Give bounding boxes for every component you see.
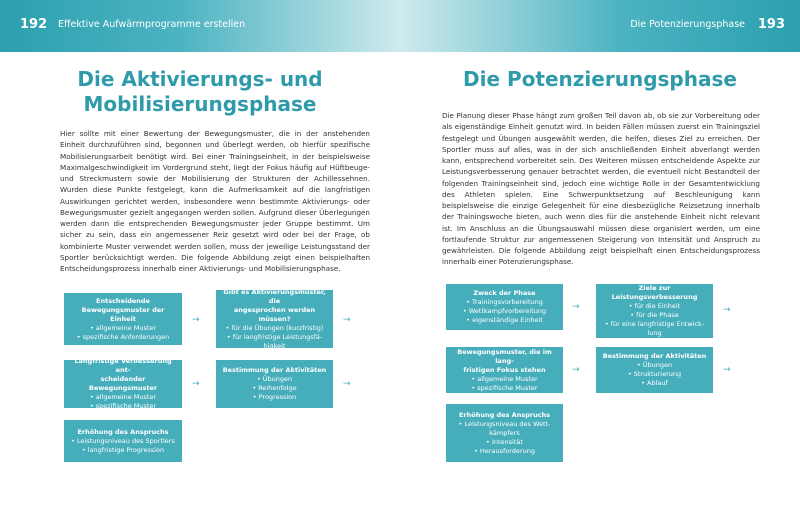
left-body-text: Hier sollte mit einer Bewertung der Bewegungsmuster, die in der anstehenden Einheit durchzuführen sind, begonnen und überlegt werden, ob hierfür spezifische Mobilisierungsarbeit benötigt wird. Bei einer Trainingseinheit, in der beispielsweise Maximalgeschwindigkeit im Vordergrund steht, liegt der Fokus häufig auf Hüftbeuge- und Streckmustern sowie der Mobilisierung der Strukturen der Achillessehnen. Wurden diese Punkte festgelegt, kann die Aufmerksamkeit auf die langfristigen Auswirkungen gerichtet werden, insbesondere wenn bestimmte Aktivierungs- oder Bewegungsmuster gezielt angegangen werden sollen. Aufgrund dieser Überlegungen werden dann die entsprechenden Bewegungsmuster jeder Gruppe bestimmt. Um sicher zu sein, dass ein angemessener Reiz gesetzt wird oder bei der Frage, ob kombinierte Muster verwendet werden sollen, muss der jeweilige Leistungsstand der Sportler berücksichtigt werden. Die folgende Abbildung zeigt einen beispielhaften Entscheidungsprozess innerhalb einer Aktivierungs- und Mobilisierungsphase. (60, 129, 370, 273)
right-diagram-box-2 (596, 284, 713, 338)
right-box-4-title: Bestimmung der Aktivitäten (602, 352, 707, 360)
left-diagram-box-3 (64, 357, 182, 410)
left-diagram-box-2 (216, 287, 333, 350)
right-body-text: Die Planung dieser Phase hängt zum großen Teil davon ab, ob sie zur Vorbereitung oder als eigenständige Einheit genutzt wird. In beiden Fällen müssen zuerst ein Trainingsziel festgelegt und Übungen ausgewählt werden, die helfen, dieses Ziel zu erreichen. Der Sportler muss auf alles, was in der sich anschließenden Einheit abverlangt werden kann, entsprechend vorbereitet sein. Des Weiteren müssen entscheidende Aspekte zur Leistungsverbesserung genauer betrachtet werden, die eventuell nicht Bestandteil der folgenden Trainingseinheit sind, jedoch eine wichtige Rolle in der Gesamtentwicklung des Athleten spielen. Eine Schwerpunktsetzung auf Beschleunigung kann beispielsweise die einzige Gelegenheit für eine diesbezügliche Reizsetzung innerhalb der Trainingswoche bieten, auch wenn dies für die anstehende Einheit nicht relevant ist. Im Anschluss an die Übungsauswahl müssen diese organisiert werden, um eine fortlaufende Struktur zur angemessenen Steigerung von Intensität und Anspruch zu gewährleisten. Die folgende Abbildung zeigt beispielhaft einen Entscheidungsprozess innerhalb einer Potenzierungsphase. (442, 111, 760, 267)
left-box-3-items: • allgemeine Muster • spezifische Muster (89, 393, 157, 410)
left-page-header (0, 0, 400, 52)
right-diagram-box-3 (446, 347, 563, 393)
right-arrow-4: → (723, 365, 731, 375)
left-section-title: Die Aktivierungs- und Mobilisierungsphase (77, 67, 323, 116)
left-diagram-box-5 (64, 420, 182, 462)
right-box-3-items: • allgemeine Muster • spezifische Muster (471, 374, 538, 392)
right-page (400, 0, 800, 505)
left-diagram-box-1 (64, 293, 182, 345)
right-page-number: 193 (757, 17, 785, 32)
right-box-5-items: • Leistungsniveau des Wett- kämpfers • Intensität • Herausforderung (458, 419, 551, 455)
left-box-2-title: Gibt es Aktivierungsmuster, die angesprochen werden müssen? (223, 287, 326, 323)
left-arrow-4: → (343, 379, 351, 389)
left-box-2-items: • für die Übungen (kurzfristig) • für langfristige Leistungsfä- higkeit (225, 323, 324, 350)
left-box-1-title: Entscheidende Bewegungsmuster der Einheit (81, 296, 165, 323)
right-page-header (400, 0, 800, 52)
right-arrow-2: → (723, 305, 731, 315)
right-running-head: Die Potenzierungsphase (630, 19, 745, 30)
right-diagram-box-4 (596, 347, 713, 393)
left-arrow-3: → (192, 379, 200, 389)
left-arrow-2: → (343, 315, 351, 325)
right-box-5-title: Erhöhung des Anspruchs (458, 410, 551, 419)
right-box-3-title: Bewegungsmuster, die im lang- fristigen Fokus stehen (457, 347, 552, 374)
right-section-title: Die Potenzierungsphase (463, 67, 737, 91)
left-box-1-items: • allgemeine Muster • spezifische Anforderungen (76, 323, 170, 341)
left-running-head: Effektive Aufwärmprogramme erstellen (58, 19, 246, 30)
left-page-number: 192 (20, 17, 48, 32)
right-box-2-title: Ziele zur Leistungsverbesserung (611, 284, 698, 301)
left-box-4-title: Bestimmung der Aktivitäten (222, 366, 327, 374)
right-diagram-box-1 (446, 284, 563, 330)
right-arrow-1: → (572, 302, 580, 312)
left-box-4-items: • Übungen • Reihenfolge • Progression (252, 375, 297, 401)
right-box-4-items: • Übungen • Strukturierung • Ablauf (627, 361, 682, 387)
left-box-5-title: Erhöhung des Anspruchs (77, 427, 169, 436)
right-box-1-items: • Trainingsvorbereitung • Wettkampfvorbereitung • eigenständige Einheit (462, 298, 547, 324)
left-arrow-1: → (192, 315, 200, 325)
left-box-5-items: • Leistungsniveau des Sportlers • langfristige Progression (71, 436, 175, 454)
left-diagram-box-4 (216, 360, 333, 408)
right-arrow-3: → (572, 365, 580, 375)
right-diagram-box-5 (446, 404, 563, 462)
right-box-1-title: Zweck der Phase (473, 289, 536, 297)
right-box-2-items: • für die Einheit • für die Phase • für eine langfristige Entwick- lung (604, 302, 705, 337)
left-box-3-title: Langfristige Verbesserung ent- scheidender Bewegungsmuster (74, 357, 172, 392)
